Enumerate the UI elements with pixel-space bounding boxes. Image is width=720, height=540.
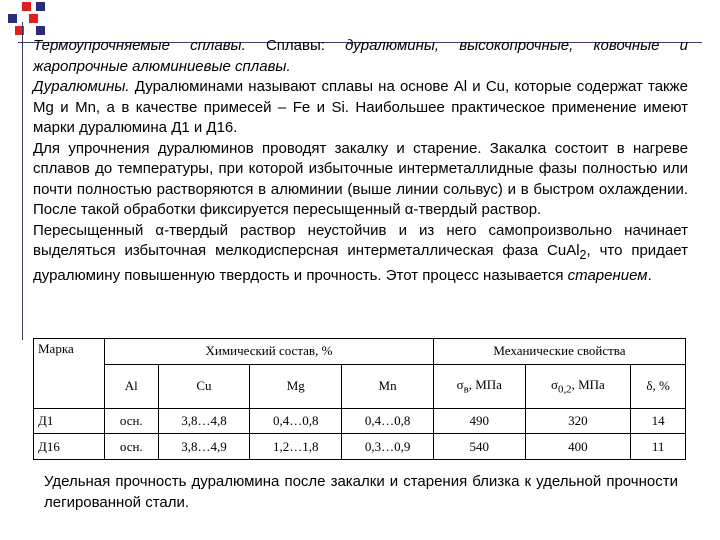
header-chemical-composition: Химический состав, %	[105, 339, 434, 365]
header-mechanical-properties: Механические свойства	[433, 339, 685, 365]
cell-mg: 0,4…0,8	[250, 408, 342, 434]
text-run: Дуралюмины.	[33, 78, 130, 95]
cell-delta: 14	[631, 408, 686, 434]
text-run: Термоупрочняемые сплавы.	[33, 37, 246, 54]
table-subheader-row	[34, 364, 686, 408]
header-cu: Cu	[158, 364, 250, 408]
ornament-square	[29, 14, 38, 23]
text-run: Для упрочнения дуралюминов проводят закалку и старение. Закалка состоит в нагреве сплавов до температуры, при которой избыточные интерметаллидные фазы полностью или почти полностью растворяются в алюминии (выше линии сольвус) и в быстром охлаждении. После такой обработки фиксируется пересыщенный α-твердый раствор.	[33, 139, 688, 218]
header-sigma-02: $\sigma_{0,2}$, МПа	[525, 364, 631, 408]
paragraph	[33, 221, 688, 287]
paragraph	[33, 139, 688, 221]
table-row	[34, 434, 686, 460]
cell-cu: 3,8…4,8	[158, 408, 250, 434]
slide-ornament	[0, 0, 60, 40]
alloy-properties-table	[33, 338, 686, 460]
cell-sigma-02: 400	[525, 434, 631, 460]
ornament-square	[8, 14, 17, 23]
paragraph	[33, 36, 688, 77]
ornament-square	[36, 2, 45, 11]
table-header-row	[34, 339, 686, 365]
cell-cu: 3,8…4,9	[158, 434, 250, 460]
text-run: Сплавы:	[245, 37, 346, 54]
paragraph	[33, 77, 688, 139]
header-mg: Mg	[250, 364, 342, 408]
cell-sigma-02: 320	[525, 408, 631, 434]
ornament-square	[22, 2, 31, 11]
text-run: Дуралюминами называют сплавы на основе Al и Cu, которые содержат также Mg и Mn, а в качестве примесей – Fe и Si. Наибольшее практическое применение имеют марки дуралюмина Д1 и Д16.	[33, 78, 688, 136]
header-mn: Mn	[342, 364, 434, 408]
text-run: 2	[579, 248, 587, 262]
cell-al: осн.	[105, 408, 159, 434]
header-marka: Марка	[34, 339, 105, 409]
cell-al: осн.	[105, 434, 159, 460]
footer-note: Удельная прочность дуралюмина после закалки и старения близка к удельной прочности легированной стали.	[44, 473, 678, 511]
text-run: Пересыщенный α-твердый раствор неустойчив и из него самопроизвольно начинает выделяться избыточная мелкодисперсная интерметаллическая фаза CuAl	[33, 221, 688, 259]
header-sigma-v: $\sigma_в$, МПа	[433, 364, 525, 408]
ornament-square	[36, 26, 45, 35]
header-delta: δ, %	[631, 364, 686, 408]
text-run: , что придает дуралюмину повышенную твердость и прочность. Этот процесс называется	[33, 242, 688, 284]
table-row	[34, 408, 686, 434]
ornament-vertical-line	[22, 22, 23, 340]
cell-mn: 0,4…0,8	[342, 408, 434, 434]
text-run: старением	[567, 266, 648, 284]
text-run: .	[647, 266, 652, 284]
cell-marka: Д1	[34, 408, 105, 434]
text-run: дуралюмины, высокопрочные, ковочные и жаропрочные алюминиевые сплавы.	[33, 37, 689, 75]
cell-delta: 11	[631, 434, 686, 460]
cell-sigma-v: 490	[433, 408, 525, 434]
cell-mn: 0,3…0,9	[342, 434, 434, 460]
cell-marka: Д16	[34, 434, 105, 460]
body-text	[33, 36, 688, 286]
cell-sigma-v: 540	[433, 434, 525, 460]
cell-mg: 1,2…1,8	[250, 434, 342, 460]
header-al: Al	[105, 364, 159, 408]
